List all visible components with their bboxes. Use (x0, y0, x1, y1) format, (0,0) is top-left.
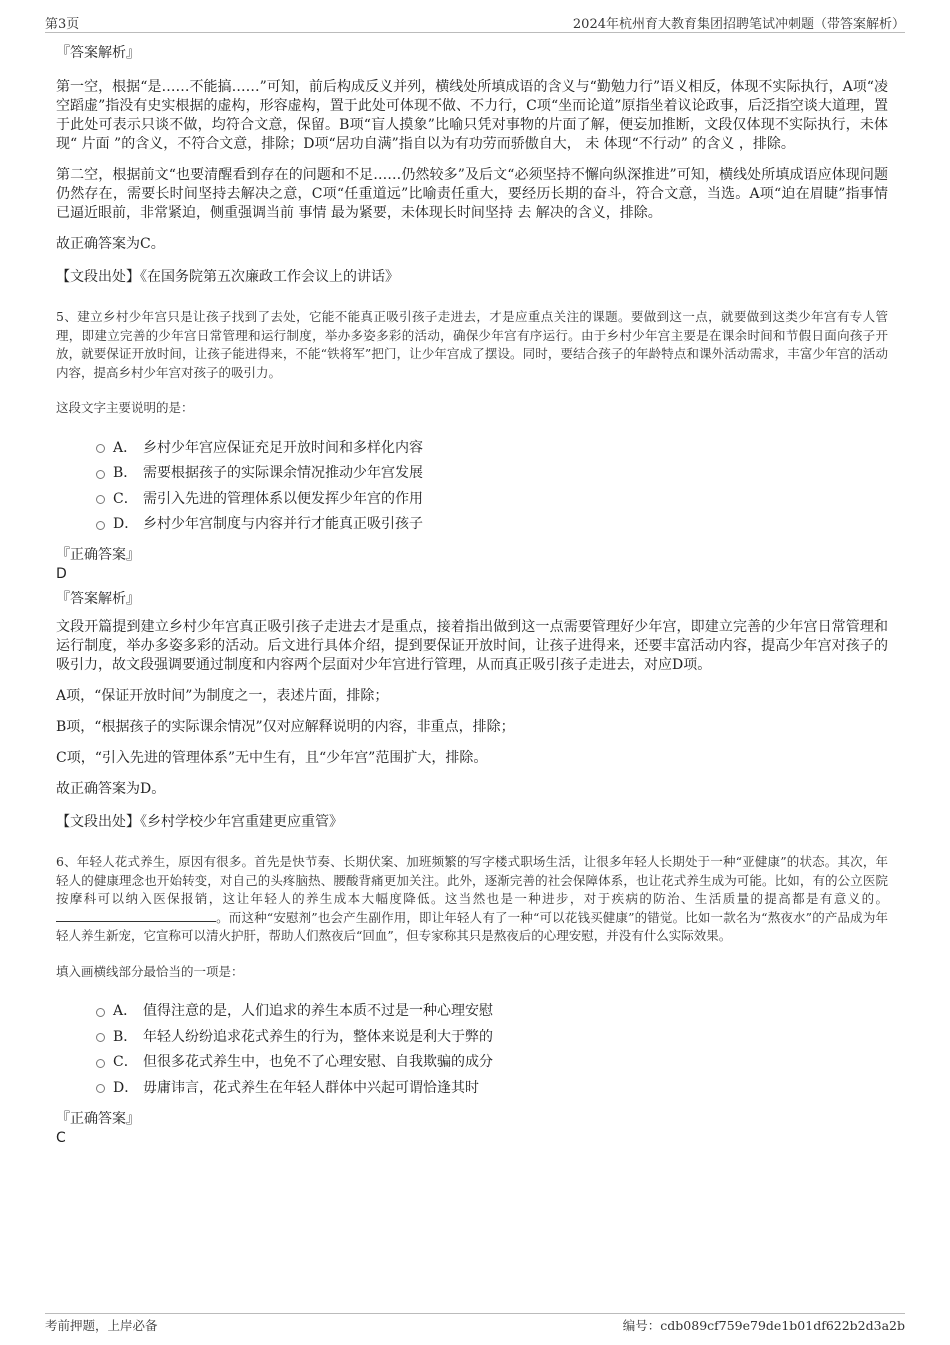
q6-stem-before: 6、年轻人花式养生，原因有很多。首先是快节奏、长期伏案、加班频繁的写字楼式职场生活，让很多年轻人长期处于一种“亚健康”的状态。其次，年轻人的健康理念也开始转变，对自己的头疼脑热、腰酸背痛更加关注。此外，逐渐完善的社会保障体系，也让花式养生成为可能。比如，有的公立医院按摩科可以纳入医保报销，这让年轻人的养生成本大幅度降低。这当然也是一种进步，对于疾病的防治、生活质量的提高都是有意义的。 (56, 854, 888, 906)
option-text: 但很多花式养生中，也免不了心理安慰、自我欺骗的成分 (143, 1054, 493, 1071)
option-letter: D． (113, 516, 139, 533)
option-letter: A． (113, 1003, 138, 1020)
q5-option-a-note: A项，“保证开放时间”为制度之一，表述片面，排除； (56, 688, 389, 704)
q5-option-a[interactable] (96, 434, 888, 460)
q4-source: 【文段出处】《在国务院第五次廉政工作会议上的讲话》 (56, 269, 399, 285)
q4-analysis-para-2: 第二空，根据前文“也要清醒看到存在的问题和不足……仍然较多”及后文“必须坚持不懈向纵深推进”可知，横线处所填成语应体现问题仍然存在，需要长时间坚持去解决之意，C项“任重道远”比喻责任重大，要经历长期的奋斗，符合文意，当选。A项“迫在眉睫”指事情已逼近眼前，非常紧迫，侧重强调当前 事情 最为紧要，未体现长时间坚持 去 解决的含义，排除。 (56, 167, 888, 221)
option-letter: C． (113, 490, 138, 507)
option-text: 乡村少年宫制度与内容并行才能真正吸引孩子 (143, 516, 423, 533)
q5-analysis: 文段开篇提到建立乡村少年宫真正吸引孩子走进去才是重点，接着指出做到这一点需要管理好少年宫，即建立完善的少年宫日常管理和运行制度，举办多姿多彩的活动。后文进行具体介绍，提到要保证开放时间，让孩子进得来，还要丰富活动内容，提高少年宫对孩子的吸引力，故文段强调要通过制度和内容两个层面对少年宫进行管理，从而真正吸引孩子走进去，对应D项。 (56, 619, 888, 673)
document-body (56, 42, 888, 1152)
q5-option-b[interactable] (96, 460, 888, 486)
q5-prompt: 这段文字主要说明的是： (56, 400, 194, 415)
option-letter: C． (113, 1054, 138, 1071)
radio-icon[interactable] (96, 521, 105, 530)
q4-analysis-label: 『答案解析』 (56, 45, 140, 61)
option-text: 乡村少年宫应保证充足开放时间和多样化内容 (143, 439, 423, 456)
q5-stem: 5、建立乡村少年宫只是让孩子找到了去处，它能不能真正吸引孩子走进去，才是应重点关注的课题。要做到这一点，就要做到这类少年宫有专人管理，即建立完善的少年宫日常管理和运行制度，举办多姿多彩的活动，确保少年宫有序运行。由于乡村少年宫主要是在课余时间和节假日面向孩子开放，就要保证开放时间，让孩子能进得来，不能“铁将军”把门，让少年宫成了摆设。同时，要结合孩子的年龄特点和课外活动需求，丰富少年宫的活动内容，提高乡村少年宫对孩子的吸引力。 (56, 309, 888, 380)
option-text: 值得注意的是，人们追求的养生本质不过是一种心理安慰 (143, 1003, 493, 1020)
radio-icon[interactable] (96, 444, 105, 453)
option-letter: B． (113, 1028, 138, 1045)
radio-icon[interactable] (96, 1084, 105, 1093)
option-letter: A． (113, 439, 138, 456)
document-title: 2024年杭州育大教育集团招聘笔试冲刺题（带答案解析） (572, 17, 905, 32)
radio-icon[interactable] (96, 1008, 105, 1017)
q4-conclusion: 故正确答案为C。 (56, 236, 165, 252)
footer-slogan: 考前押题，上岸必备 (45, 1318, 158, 1333)
q6-option-a[interactable] (96, 998, 888, 1024)
option-text: 需要根据孩子的实际课余情况推动少年宫发展 (143, 465, 423, 482)
q6-answer-label: 『正确答案』 (56, 1110, 140, 1127)
q6-option-b[interactable] (96, 1023, 888, 1049)
radio-icon[interactable] (96, 1033, 105, 1042)
radio-icon[interactable] (96, 495, 105, 504)
radio-icon[interactable] (96, 470, 105, 479)
q6-options (96, 998, 888, 1100)
q6-answer: C (56, 1129, 66, 1146)
page-footer (45, 1313, 905, 1333)
q5-option-c[interactable] (96, 485, 888, 511)
radio-icon[interactable] (96, 1059, 105, 1068)
option-letter: D． (113, 1079, 139, 1096)
page-number: 第3页 (45, 17, 80, 32)
q5-answer-label: 『正确答案』 (56, 547, 140, 563)
q6-stem-after: 。而这种“安慰剂”也会产生副作用，即让年轻人有了一种“可以花钱买健康”的错觉。比如一款名为“熬夜水”的产品成为年轻人养生新宠，它宣称可以清火护肝，帮助人们熬夜后“回血”，但专家称其只是熬夜后的心理安慰，并没有什么实际效果。 (56, 909, 888, 943)
q6-option-d[interactable] (96, 1074, 888, 1100)
q6-stem (56, 853, 888, 946)
q5-options (96, 434, 888, 536)
q6-prompt: 填入画横线部分最恰当的一项是： (56, 963, 244, 979)
q5-option-b-note: B项，“根据孩子的实际课余情况”仅对应解释说明的内容，非重点，排除； (56, 719, 515, 735)
option-text: 需引入先进的管理体系以便发挥少年宫的作用 (143, 490, 423, 507)
option-text: 毋庸讳言，花式养生在年轻人群体中兴起可谓恰逢其时 (143, 1079, 479, 1096)
q5-answer: D (56, 566, 67, 582)
q6-option-c[interactable] (96, 1049, 888, 1075)
footer-code: 编号：cdb089cf759e79de1b01df622b2d3a2b (622, 1318, 905, 1333)
fill-in-blank (56, 909, 216, 922)
q5-source: 【文段出处】《乡村学校少年宫重建更应重管》 (56, 814, 343, 830)
q4-analysis-para-1: 第一空，根据“是……不能搞……”可知，前后构成反义并列，横线处所填成语的含义与“勤勉力行”语义相反，体现不实际执行，A项“凌空蹈虚”指没有史实根据的虚构，形容虚构，置于此处可体现不做、不力行，C项“坐而论道”原指坐着议论政事，后泛指空谈大道理，置于此处可表示只谈不做，均符合文意，保留。B项“盲人摸象”比喻只凭对事物的片面了解，便妄加推断，文段仅体现不实际执行，未体现“ 片面 ”的含义，不符合文意，排除；D项“居功自满”指自以为有功劳而骄傲自大， 未 体现“不行动” 的含义 ，排除。 (56, 79, 888, 152)
q5-option-c-note: C项，“引入先进的管理体系”无中生有，且“少年宫”范围扩大，排除。 (56, 750, 488, 766)
q5-analysis-label: 『答案解析』 (56, 591, 140, 607)
page-header (45, 10, 905, 33)
q5-option-d[interactable] (96, 511, 888, 537)
option-letter: B． (113, 465, 138, 482)
q5-conclusion: 故正确答案为D。 (56, 781, 166, 797)
option-text: 年轻人纷纷追求花式养生的行为，整体来说是利大于弊的 (143, 1028, 493, 1045)
